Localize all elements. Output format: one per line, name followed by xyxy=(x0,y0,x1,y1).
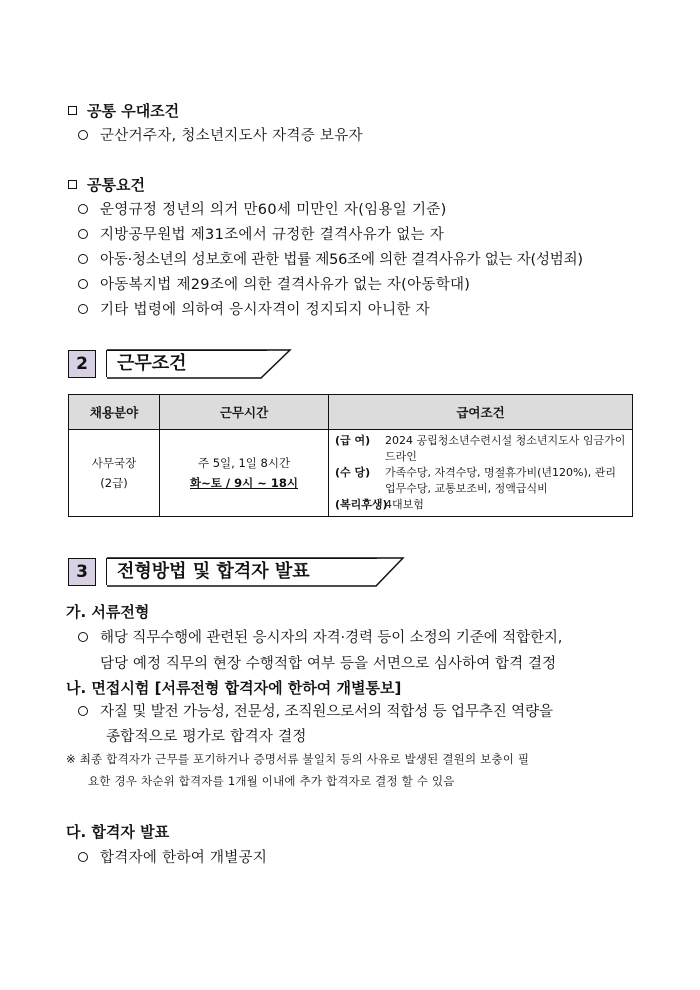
work-conditions-table xyxy=(68,394,633,517)
subsection-title: 나. 면접시험 [서류전형 합격자에 한하여 개별통보] xyxy=(66,679,402,697)
circle-bullet-icon xyxy=(78,632,88,642)
pay-row: (복리후생) 4대보험 xyxy=(335,498,424,511)
subsection-line: 해당 직무수행에 관련된 응시자의 자격·경력 등이 소정의 기준에 적합한지, xyxy=(78,626,562,647)
table-header-row xyxy=(69,395,633,430)
circle-bullet-icon xyxy=(78,279,88,289)
section-title-frame xyxy=(106,349,296,379)
common-item: 지방공무원법 제31조에서 규정한 결격사유가 없는 자 xyxy=(78,223,444,244)
column-header: 채용분야 xyxy=(69,395,160,430)
section-number: 3 xyxy=(68,558,96,586)
column-header: 급여조건 xyxy=(329,395,633,430)
circle-bullet-icon xyxy=(78,852,88,862)
circle-bullet-icon xyxy=(78,254,88,264)
hours-cell: 주 5일, 1일 8시간 화~토 / 9시 ~ 18시 xyxy=(160,430,329,517)
subsection-title: 가. 서류전형 xyxy=(66,603,150,621)
common-item: 운영규정 정년의 의거 만60세 미만인 자(임용일 기준) xyxy=(78,198,447,219)
subsection-line: 자질 및 발전 가능성, 전문성, 조직원으로서의 적합성 등 업무추진 역량을 xyxy=(78,700,553,721)
common-item: 기타 법령에 의하여 응시자격이 정지되지 아니한 자 xyxy=(78,298,430,319)
section-number: 2 xyxy=(68,350,96,378)
common-heading: 공통요건 xyxy=(68,174,145,195)
section-title-frame xyxy=(106,557,406,587)
pay-row: (수 당) 가족수당, 자격수당, 명절휴가비(년120%), 관리업무수당, 교통보조비, 정액급식비 xyxy=(335,466,617,495)
section-title: 근무조건 xyxy=(106,350,267,377)
field-cell: 사무국장 (2급) xyxy=(69,430,160,517)
common-item: 아동복지법 제29조에 의한 결격사유가 없는 자(아동학대) xyxy=(78,273,470,294)
pay-row: (급 여) 2024 공립청소년수련시설 청소년지도사 임금가이드라인 xyxy=(335,434,626,463)
note-text: ※ 최종 합격자가 근무를 포기하거나 증명서류 불일치 등의 사유로 발생된 결원의 보충이 필 xyxy=(66,752,530,766)
circle-bullet-icon xyxy=(78,130,88,140)
subsection-title: 다. 합격자 발표 xyxy=(66,823,170,841)
note-text: 요한 경우 차순위 합격자를 1개월 이내에 추가 합격자로 결정 할 수 있음 xyxy=(88,774,455,788)
section-title: 전형방법 및 합격자 발표 xyxy=(106,558,377,585)
circle-bullet-icon xyxy=(78,204,88,214)
circle-bullet-icon xyxy=(78,229,88,239)
preferred-heading: 공통 우대조건 xyxy=(68,100,179,121)
circle-bullet-icon xyxy=(78,706,88,716)
subsection-line: 합격자에 한하여 개별공지 xyxy=(78,846,267,867)
subsection-line: 종합적으로 평가로 합격자 결정 xyxy=(106,729,307,745)
subsection-line: 담당 예정 직무의 현장 수행적합 여부 등을 서면으로 심사하여 합격 결정 xyxy=(100,656,557,672)
table-row xyxy=(69,430,633,517)
square-bullet-icon xyxy=(68,106,77,115)
common-item: 아동·청소년의 성보호에 관한 법률 제56조에 의한 결격사유가 없는 자(성범죄) xyxy=(78,248,583,269)
square-bullet-icon xyxy=(68,180,77,189)
pay-cell xyxy=(329,430,633,517)
preferred-item: 군산거주자, 청소년지도사 자격증 보유자 xyxy=(78,124,363,145)
circle-bullet-icon xyxy=(78,304,88,314)
column-header: 근무시간 xyxy=(160,395,329,430)
